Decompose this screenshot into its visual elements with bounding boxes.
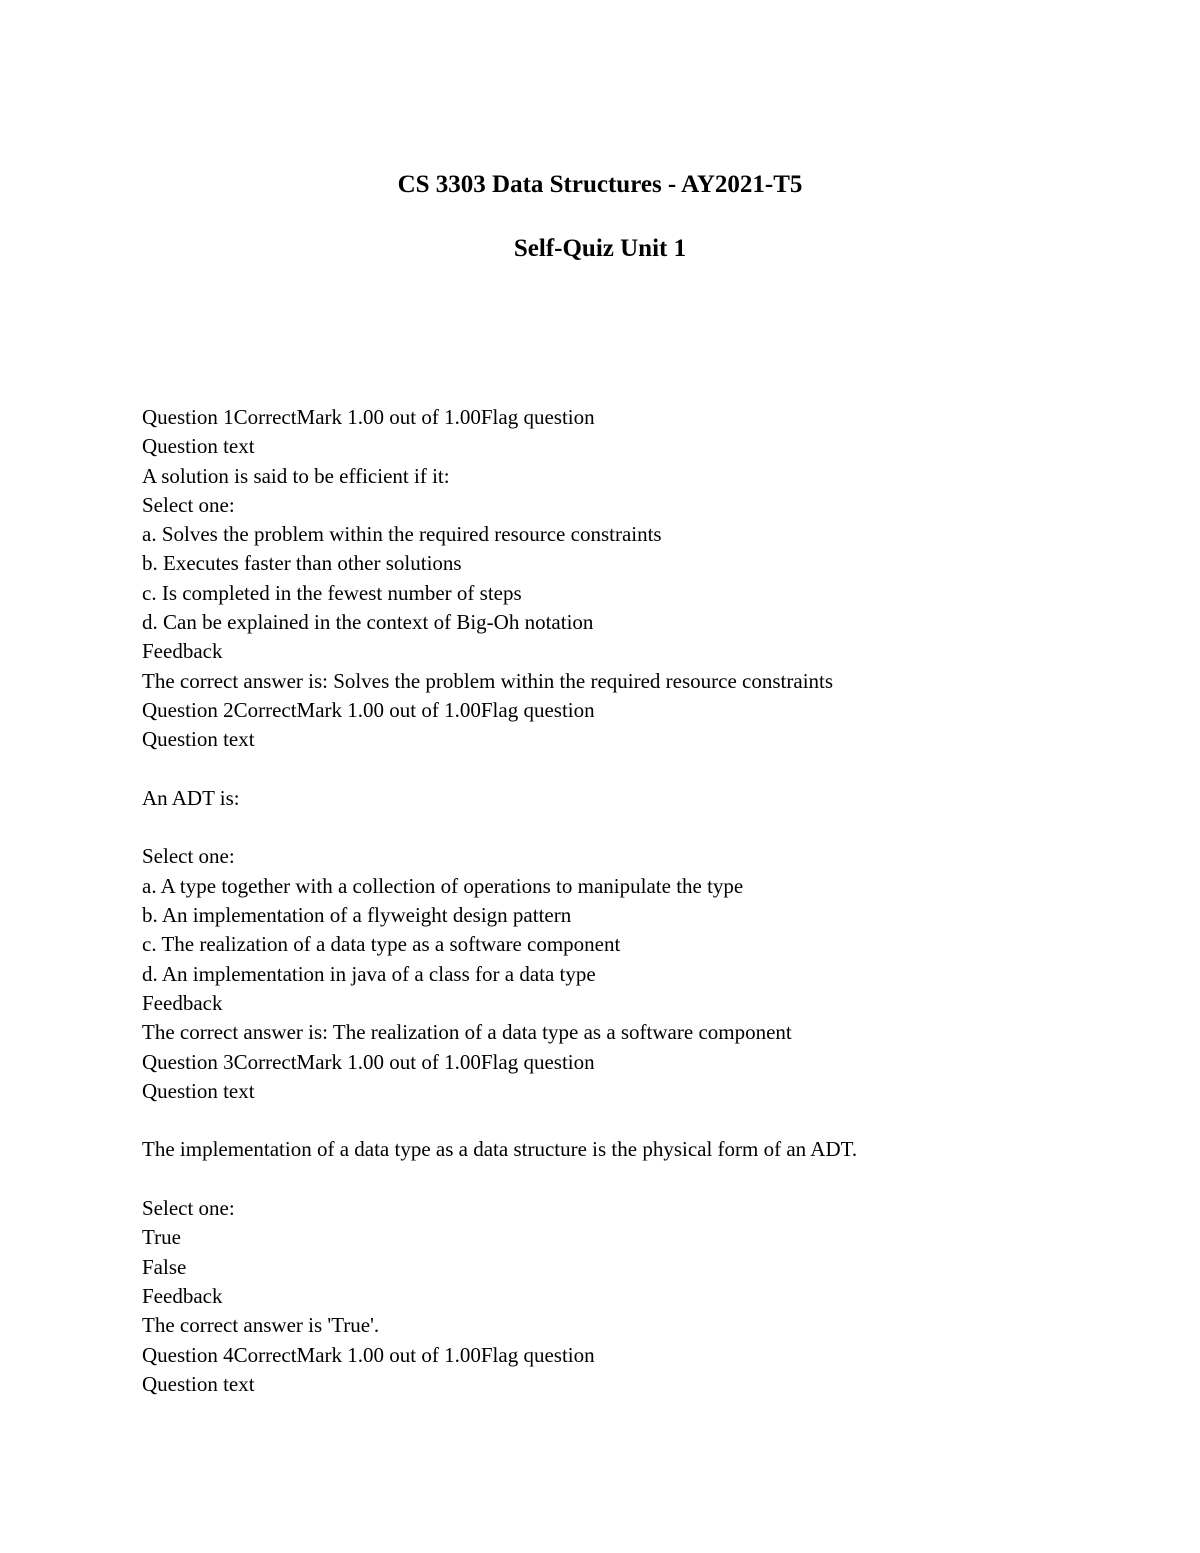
- question-3-feedback-label: Feedback: [142, 1283, 223, 1308]
- question-4-text-label: Question text: [142, 1371, 255, 1396]
- question-3-select-label: Select one:: [142, 1196, 235, 1221]
- question-4-header: Question 4CorrectMark 1.00 out of 1.00Flag question: [142, 1342, 595, 1367]
- question-2-option-b: b. An implementation of a flyweight design pattern: [142, 903, 572, 928]
- question-3-header: Question 3CorrectMark 1.00 out of 1.00Flag question: [142, 1049, 595, 1074]
- spacer: [142, 755, 1142, 784]
- question-3-answer: The correct answer is 'True'.: [142, 1313, 380, 1338]
- question-2-option-d: d. An implementation in java of a class for a data type: [142, 961, 596, 986]
- quiz-body: [142, 403, 1142, 1399]
- question-3-prompt: The implementation of a data type as a data structure is the physical form of an ADT.: [142, 1137, 858, 1162]
- question-2-option-c: c. The realization of a data type as a software component: [142, 932, 621, 957]
- question-1-answer: The correct answer is: Solves the problem within the required resource constraints: [142, 668, 834, 693]
- question-1-option-d: d. Can be explained in the context of Big-Oh notation: [142, 610, 594, 635]
- question-1-prompt: A solution is said to be efficient if it:: [142, 463, 450, 488]
- question-3-option-false: False: [142, 1254, 187, 1279]
- question-2-prompt: An ADT is:: [142, 785, 240, 810]
- question-2-text-label: Question text: [142, 727, 255, 752]
- question-2-select-label: Select one:: [142, 844, 235, 869]
- document-title: CS 3303 Data Structures - AY2021-T5: [397, 171, 803, 198]
- question-2-answer: The correct answer is: The realization of a data type as a software component: [142, 1020, 792, 1045]
- question-2-option-a: a. A type together with a collection of operations to manipulate the type: [142, 873, 744, 898]
- spacer: [142, 813, 1142, 842]
- spacer: [142, 1106, 1142, 1135]
- question-1-header: Question 1CorrectMark 1.00 out of 1.00Flag question: [142, 405, 595, 429]
- question-1-option-c: c. Is completed in the fewest number of steps: [142, 580, 522, 605]
- question-2-header: Question 2CorrectMark 1.00 out of 1.00Flag question: [142, 697, 595, 722]
- question-3-option-true: True: [142, 1225, 181, 1250]
- spacer: [142, 1165, 1142, 1194]
- question-3-text-label: Question text: [142, 1078, 255, 1103]
- question-1-option-b: b. Executes faster than other solutions: [142, 551, 462, 576]
- question-1-text-label: Question text: [142, 434, 255, 459]
- question-2-feedback-label: Feedback: [142, 990, 223, 1015]
- document-subtitle: Self-Quiz Unit 1: [513, 235, 687, 262]
- question-1-option-a: a. Solves the problem within the required resource constraints: [142, 522, 662, 547]
- question-1-feedback-label: Feedback: [142, 639, 223, 664]
- question-1-select-label: Select one:: [142, 492, 235, 517]
